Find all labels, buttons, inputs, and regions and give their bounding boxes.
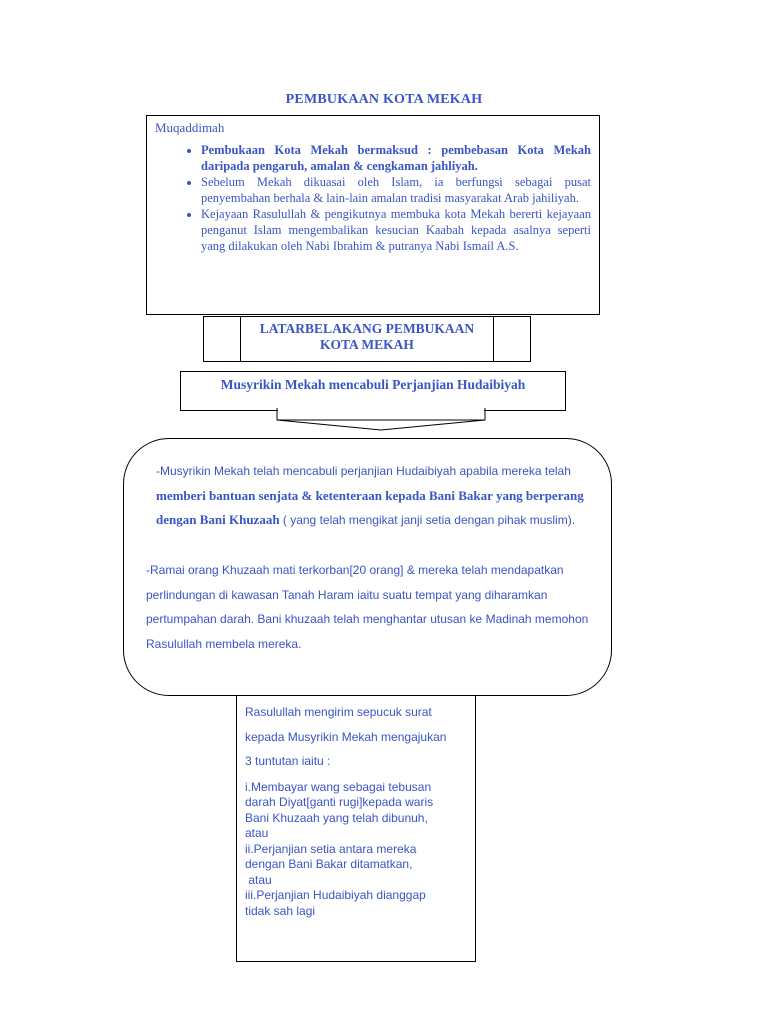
demands-intro-line: Rasulullah mengirim sepucuk surat xyxy=(245,705,432,719)
p1-start: -Musyrikin Mekah telah mencabuli perjanjian Hudaibiyah apabila mereka telah xyxy=(156,464,571,478)
demands-list-line: Bani Khuzaah yang telah dibunuh, xyxy=(245,810,428,825)
p1-bold: memberi bantuan senjata & ketenteraan kepada Bani Bakar yang berperang dengan Bani Khuzaah xyxy=(156,487,584,527)
p1-end: ( yang telah mengikat janji setia dengan pihak muslim). xyxy=(279,513,576,527)
demands-box xyxy=(236,695,476,962)
page-title: PEMBUKAAN KOTA MEKAH xyxy=(285,92,483,107)
muqaddimah-list xyxy=(155,142,591,254)
subheading-text: Musyrikin Mekah mencabuli Perjanjian Hudaibiyah xyxy=(220,377,526,392)
muqaddimah-box xyxy=(146,115,600,315)
demands-intro-line: kepada Musyrikin Mekah mengajukan xyxy=(245,729,447,744)
demands-list-line: tidak sah lagi xyxy=(245,903,316,918)
muqaddimah-bullet: • Kejayaan Rasulullah & pengikutnya membuka kota Mekah bererti kejayaan penganut Islam mengembalikan kesucian Kaabah kepada asalnya seperti yang dilakukan oleh Nabi Ibrahim & putranya Nabi Ismail A.S. xyxy=(201,206,591,254)
subheading-box xyxy=(180,371,566,411)
latarbelakang-line2: KOTA MEKAH xyxy=(320,337,414,352)
demands-list-line: atau xyxy=(245,872,272,887)
latarbelakang-heading xyxy=(240,316,494,362)
demands-intro xyxy=(245,700,467,774)
latarbelakang-line1: LATARBELAKANG PEMBUKAAN xyxy=(259,321,475,336)
muqaddimah-heading: Muqaddimah xyxy=(155,120,225,135)
down-arrow-icon xyxy=(276,408,486,432)
demands-list-line: iii.Perjanjian Hudaibiyah dianggap xyxy=(245,888,426,902)
demands-list-line: atau xyxy=(245,826,269,840)
muqaddimah-bullet xyxy=(201,142,591,174)
demands-list xyxy=(245,780,467,920)
demands-list-line: ii.Perjanjian setia antara mereka xyxy=(245,841,417,856)
demands-list-line: i.Membayar wang sebagai tebusan xyxy=(245,779,432,794)
demands-list-line: dengan Bani Bakar ditamatkan, xyxy=(245,857,413,871)
demands-list-line: darah Diyat[ganti rugi]kepada waris xyxy=(245,795,434,809)
details-paragraph-2: -Ramai orang Khuzaah mati terkorban[20 orang] & mereka telah mendapatkan perlindungan di kawasan Tanah Haram iaitu suatu tempat yang diharamkan pertumpahan darah. Bani khuzaah telah menghantar utusan ke Madinah memohon Rasulullah membela mereka. xyxy=(146,563,589,651)
details-paragraph-1 xyxy=(156,459,596,533)
demands-intro-line: 3 tuntutan iaitu : xyxy=(245,754,331,768)
bullet-bold-text: Pembukaan Kota Mekah bermaksud : pembebasan Kota Mekah daripada pengaruh, amalan & cengkaman jahliyah. xyxy=(201,143,591,173)
muqaddimah-bullet: • Sebelum Mekah dikuasai oleh Islam, ia berfungsi sebagai pusat penyembahan berhala & lain-lain amalan tradisi masyarakat Arab jahiliyah. xyxy=(201,174,591,206)
